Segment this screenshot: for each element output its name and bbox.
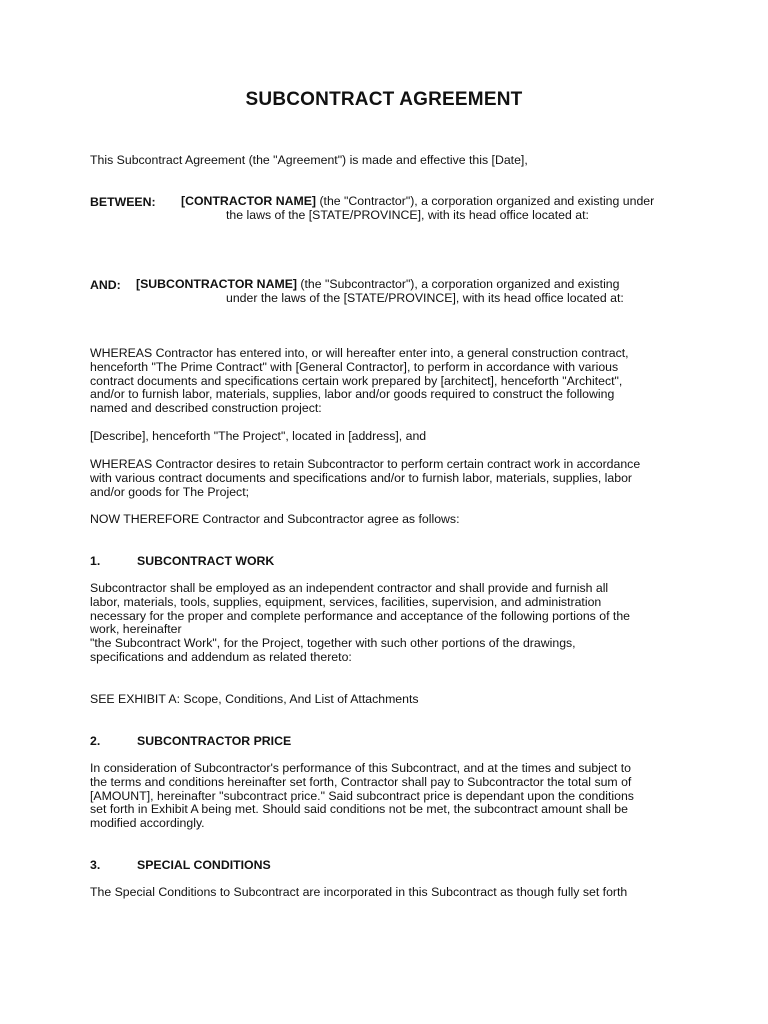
section-3-title: SPECIAL CONDITIONS	[137, 858, 271, 872]
text-line: named and described construction project:	[90, 401, 322, 416]
text-line: WHEREAS Contractor desires to retain Subcontractor to perform certain contract work in accordance	[90, 457, 641, 471]
subcontractor-party-line2: under the laws of the [STATE/PROVINCE], with its head office located at:	[226, 291, 624, 305]
section-2-number: 2.	[90, 734, 101, 748]
text-line: henceforth "The Prime Contract" with [General Contractor], to perform in accordance with various	[90, 359, 619, 374]
subcontractor-description: (the "Subcontractor"), a corporation organized and existing	[297, 277, 620, 291]
and-label: AND:	[90, 278, 121, 292]
now-therefore-paragraph: NOW THEREFORE Contractor and Subcontractor agree as follows:	[90, 512, 460, 526]
text-line: [AMOUNT], hereinafter "subcontract price." Said subcontract price is dependant upon the conditions	[90, 788, 634, 803]
text-line: and/or goods for The Project;	[90, 484, 250, 499]
text-line: "the Subcontract Work", for the Project, together with such other portions of the drawings,	[90, 636, 576, 651]
text-line: Subcontractor shall be employed as an independent contractor and shall provide and furnish all	[90, 581, 609, 595]
document-title: SUBCONTRACT AGREEMENT	[245, 89, 523, 110]
text-line: work, hereinafter	[90, 622, 182, 637]
text-line: modified accordingly.	[90, 816, 205, 831]
section-1-number: 1.	[90, 554, 101, 568]
text-line: with various contract documents and specifications and/or to furnish labor, materials, supplies, labor	[90, 470, 633, 485]
text-line: set forth in Exhibit A being met. Should said conditions not be met, the subcontract amount shall be	[90, 802, 628, 817]
whereas-paragraph-1	[90, 347, 680, 416]
text-line: In consideration of Subcontractor's performance of this Subcontract, and at the times and subject to	[90, 761, 631, 775]
text-line: the terms and conditions hereinafter set forth, Contractor shall pay to Subcontractor the total sum of	[90, 774, 632, 789]
text-line: The Special Conditions to Subcontract are incorporated in this Subcontract as though fully set forth	[90, 885, 628, 899]
text-line: WHEREAS Contractor has entered into, or will hereafter enter into, a general construction contract,	[90, 346, 629, 360]
whereas-paragraph-2	[90, 458, 680, 499]
text-line: labor, materials, tools, supplies, equipment, services, facilities, supervision, and administration	[90, 594, 602, 609]
section-2-title: SUBCONTRACTOR PRICE	[137, 734, 292, 748]
between-label: BETWEEN:	[90, 195, 156, 209]
contractor-description: (the "Contractor"), a corporation organized and existing under	[316, 194, 655, 208]
section-3-number: 3.	[90, 858, 101, 872]
contractor-party-line2: the laws of the [STATE/PROVINCE], with its head office located at:	[226, 208, 589, 222]
section-1-title: SUBCONTRACT WORK	[137, 554, 275, 568]
subcontractor-name: [SUBCONTRACTOR NAME]	[136, 277, 297, 291]
subcontractor-party-line1	[136, 278, 619, 292]
contractor-name: [CONTRACTOR NAME]	[181, 194, 317, 208]
text-line: specifications and addendum as related thereto:	[90, 649, 352, 664]
section-1-body	[90, 582, 680, 665]
intro-paragraph: This Subcontract Agreement (the "Agreement") is made and effective this [Date],	[90, 153, 528, 167]
contractor-party-line1	[181, 195, 654, 209]
exhibit-reference: SEE EXHIBIT A: Scope, Conditions, And List of Attachments	[90, 692, 419, 706]
section-3-body	[90, 886, 680, 900]
text-line: necessary for the proper and complete performance and acceptance of the following portions of the	[90, 608, 631, 623]
section-2-body	[90, 762, 680, 831]
describe-paragraph: [Describe], henceforth "The Project", located in [address], and	[90, 429, 427, 443]
text-line: and/or to furnish labor, materials, supplies, labor and/or goods required to construct the following	[90, 387, 615, 402]
text-line: contract documents and specifications certain work prepared by [architect], henceforth "Architect",	[90, 373, 623, 388]
